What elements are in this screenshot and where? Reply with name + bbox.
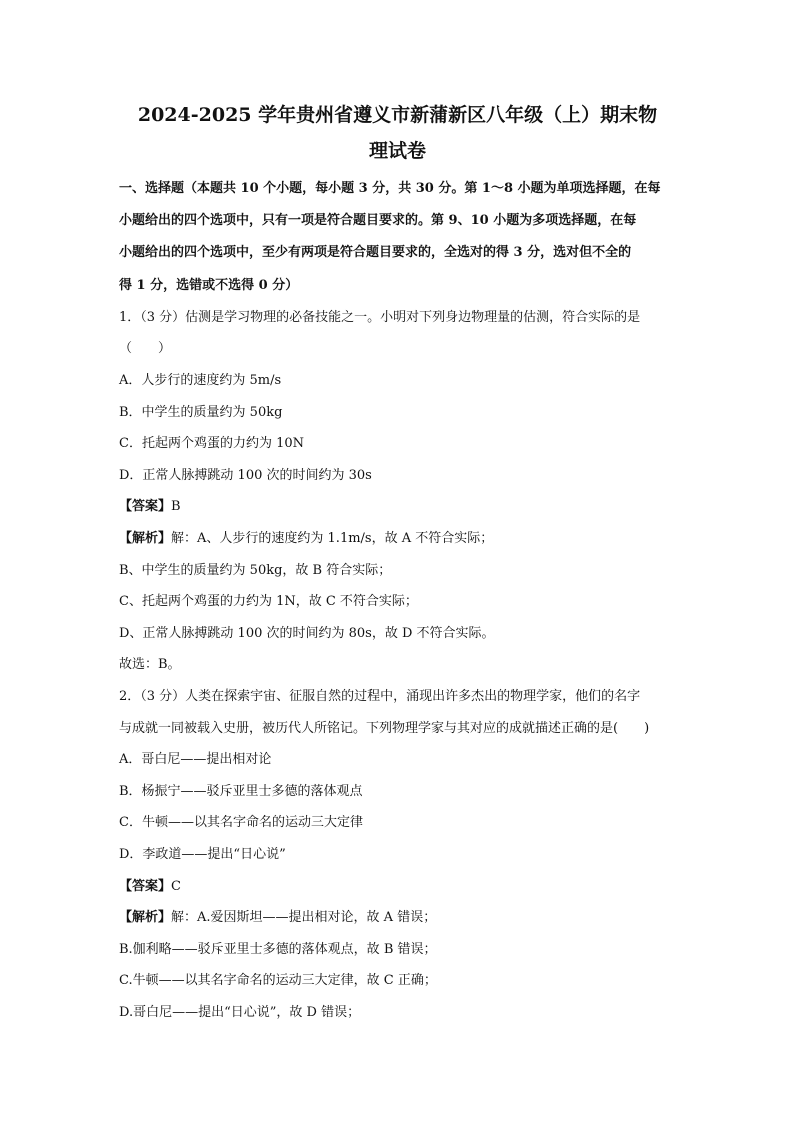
option-a: A．人步行的速度约为 5m/s (119, 373, 282, 388)
option-d: D．李政道——提出“日心说” (119, 846, 286, 862)
analysis-label: 【解析】 (119, 530, 172, 546)
analysis-line (119, 523, 676, 555)
analysis-line: D、正常人脉搏跳动 100 次的时间约为 80s，故 D 不符合实际。 (119, 625, 495, 641)
analysis-line: B、中学生的质量约为 50kg，故 B 符合实际； (119, 562, 392, 578)
analysis-text: 解：A、人步行的速度约为 1.1m/s，故 A 不符合实际； (171, 530, 494, 546)
title-line-2: 理试卷 (368, 140, 426, 162)
option-a: A．哥白尼——提出相对论 (119, 752, 272, 768)
question-2 (119, 681, 676, 1029)
option-c: C．牛顿——以其名字命名的运动三大定律 (119, 815, 363, 831)
answer-line (119, 491, 676, 523)
analysis-line: 故选：B。 (119, 657, 181, 673)
analysis-line: C.牛顿——以其名字命名的运动三大定律，故 C 正确； (119, 973, 437, 989)
title-line-1: 2024-2025 学年贵州省遵义市新蒲新区八年级（上）期末物 (137, 104, 658, 126)
analysis-line: B.伽利略——驳斥亚里士多德的落体观点，故 B 错误； (119, 941, 437, 957)
section-line: 得 1 分，选错或不选得 0 分） (119, 277, 299, 293)
question-stem: 2．（3 分）人类在探索宇宙、征服自然的过程中，涌现出许多杰出的物理学家，他们的名字 (119, 688, 641, 704)
question-stem: 与成就一同被载入史册，被历代人所铭记。下列物理学家与其对应的成就描述正确的是( ) (119, 720, 650, 736)
answer-value: C (171, 878, 181, 894)
analysis-text: 解：A.爱因斯坦——提出相对论，故 A 错误； (171, 910, 437, 926)
answer-label: 【答案】 (119, 878, 172, 894)
answer-value: B (171, 499, 181, 515)
answer-line (119, 871, 676, 903)
question-stem: 1．（3 分）估测是学习物理的必备技能之一。小明对下列身边物理量的估测，符合实际的是 (119, 309, 641, 325)
option-b: B．杨振宁——驳斥亚里士多德的落体观点 (119, 783, 363, 799)
analysis-line: C、托起两个鸡蛋的力约为 1N，故 C 不符合实际； (119, 594, 418, 610)
option-d: D．正常人脉搏跳动 100 次的时间约为 30s (119, 467, 372, 483)
section-line: 一、选择题（本题共 10 个小题，每小题 3 分，共 30 分。第 1～8 小题为单项选择题，在每 (119, 181, 661, 196)
question-stem-blank: （ ） (119, 341, 172, 357)
question-1 (119, 302, 676, 681)
section-header (119, 173, 676, 302)
section-line: 小题给出的四个选项中，只有一项是符合题目要求的。第 9、10 小题为多项选择题，在每 (119, 213, 637, 229)
option-c: C．托起两个鸡蛋的力约为 10N (119, 436, 304, 452)
section-line: 小题给出的四个选项中，至少有两项是符合题目要求的，全选对的得 3 分，选对但不全的 (119, 245, 632, 261)
analysis-label: 【解析】 (119, 910, 172, 926)
page-title (119, 0, 676, 169)
option-b: B．中学生的质量约为 50kg (119, 404, 283, 420)
answer-label: 【答案】 (119, 499, 172, 515)
analysis-line: D.哥白尼——提出“日心说”，故 D 错误； (119, 1004, 361, 1020)
analysis-line (119, 902, 676, 934)
